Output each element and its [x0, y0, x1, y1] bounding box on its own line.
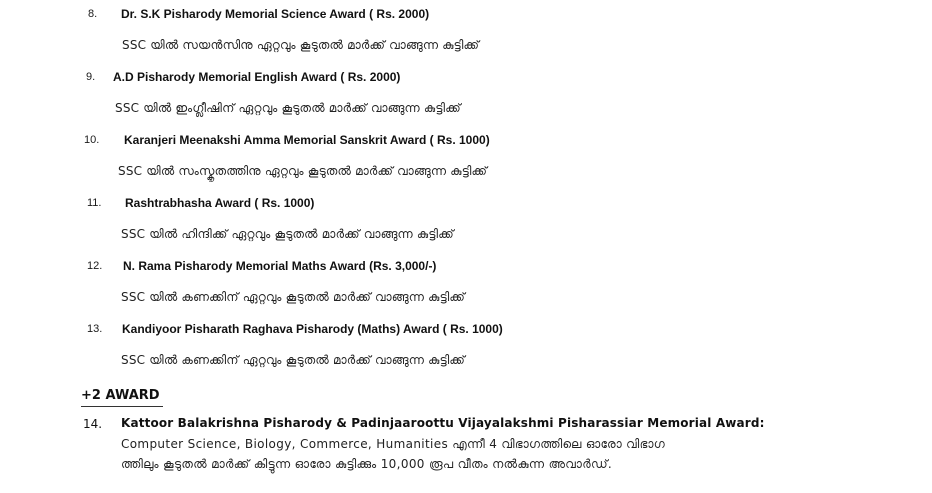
award-description: SSC യിൽ സയൻസിനു ഏറ്റവും കൂടുതൽ മാർക്ക് വാങ്ങുന്ന കുട്ടിക്ക്	[122, 38, 480, 52]
award-description: SSC യിൽ ഹിന്ദിക്ക് ഏറ്റവും കൂടുതൽ മാർക്ക് വാങ്ങുന്ന കുട്ടിക്ക്	[121, 227, 454, 241]
section-underline	[81, 406, 163, 407]
award-description: SSC യിൽ സംസ്കൃതത്തിനു ഏറ്റവും കൂടുതൽ മാർക്ക് വാങ്ങുന്ന കുട്ടിക്ക്	[118, 164, 488, 178]
award-description-line: ത്തിലും കൂടുതൽ മാർക്ക് കിട്ടുന്ന ഓരോ കുട്ടിക്കും 10,000 രൂപ വീതം നൽകുന്ന അവാർഡ്.	[121, 457, 613, 471]
award-description-line: Computer Science, Biology, Commerce, Humanities എന്നീ 4 വിഭാഗത്തിലെ ഓരോ വിഭാഗ	[121, 437, 666, 451]
award-title: Karanjeri Meenakshi Amma Memorial Sanskrit Award ( Rs. 1000)	[124, 133, 490, 147]
section-heading: +2 AWARD	[81, 388, 160, 403]
award-number: 8.	[88, 8, 98, 20]
award-title: Rashtrabhasha Award ( Rs. 1000)	[125, 196, 315, 210]
award-description: SSC യിൽ കണക്കിന് ഏറ്റവും കൂടുതൽ മാർക്ക് വാങ്ങുന്ന കുട്ടിക്ക്	[121, 353, 466, 367]
award-number: 12.	[87, 260, 103, 272]
award-number: 10.	[84, 134, 100, 146]
award-title: N. Rama Pisharody Memorial Maths Award (Rs. 3,000/-)	[123, 259, 437, 273]
award-title: Dr. S.K Pisharody Memorial Science Award ( Rs. 2000)	[121, 7, 430, 21]
award-number: 13.	[87, 323, 103, 335]
award-title: Kandiyoor Pisharath Raghava Pisharody (Maths) Award ( Rs. 1000)	[122, 322, 503, 336]
award-description: SSC യിൽ കണക്കിന് ഏറ്റവും കൂടുതൽ മാർക്ക് വാങ്ങുന്ന കുട്ടിക്ക്	[121, 290, 466, 304]
award-title: Kattoor Balakrishna Pisharody & Padinjaaroottu Vijayalakshmi Pisharassiar Memorial Award:	[121, 416, 765, 430]
award-number: 11.	[87, 197, 102, 209]
award-title: A.D Pisharody Memorial English Award ( Rs. 2000)	[113, 70, 401, 84]
award-description: SSC യിൽ ഇംഗ്ലീഷിന് ഏറ്റവും കൂടുതൽ മാർക്ക് വാങ്ങുന്ന കുട്ടിക്ക്	[115, 101, 461, 115]
award-number: 9.	[86, 71, 96, 83]
award-number: 14.	[83, 417, 103, 431]
